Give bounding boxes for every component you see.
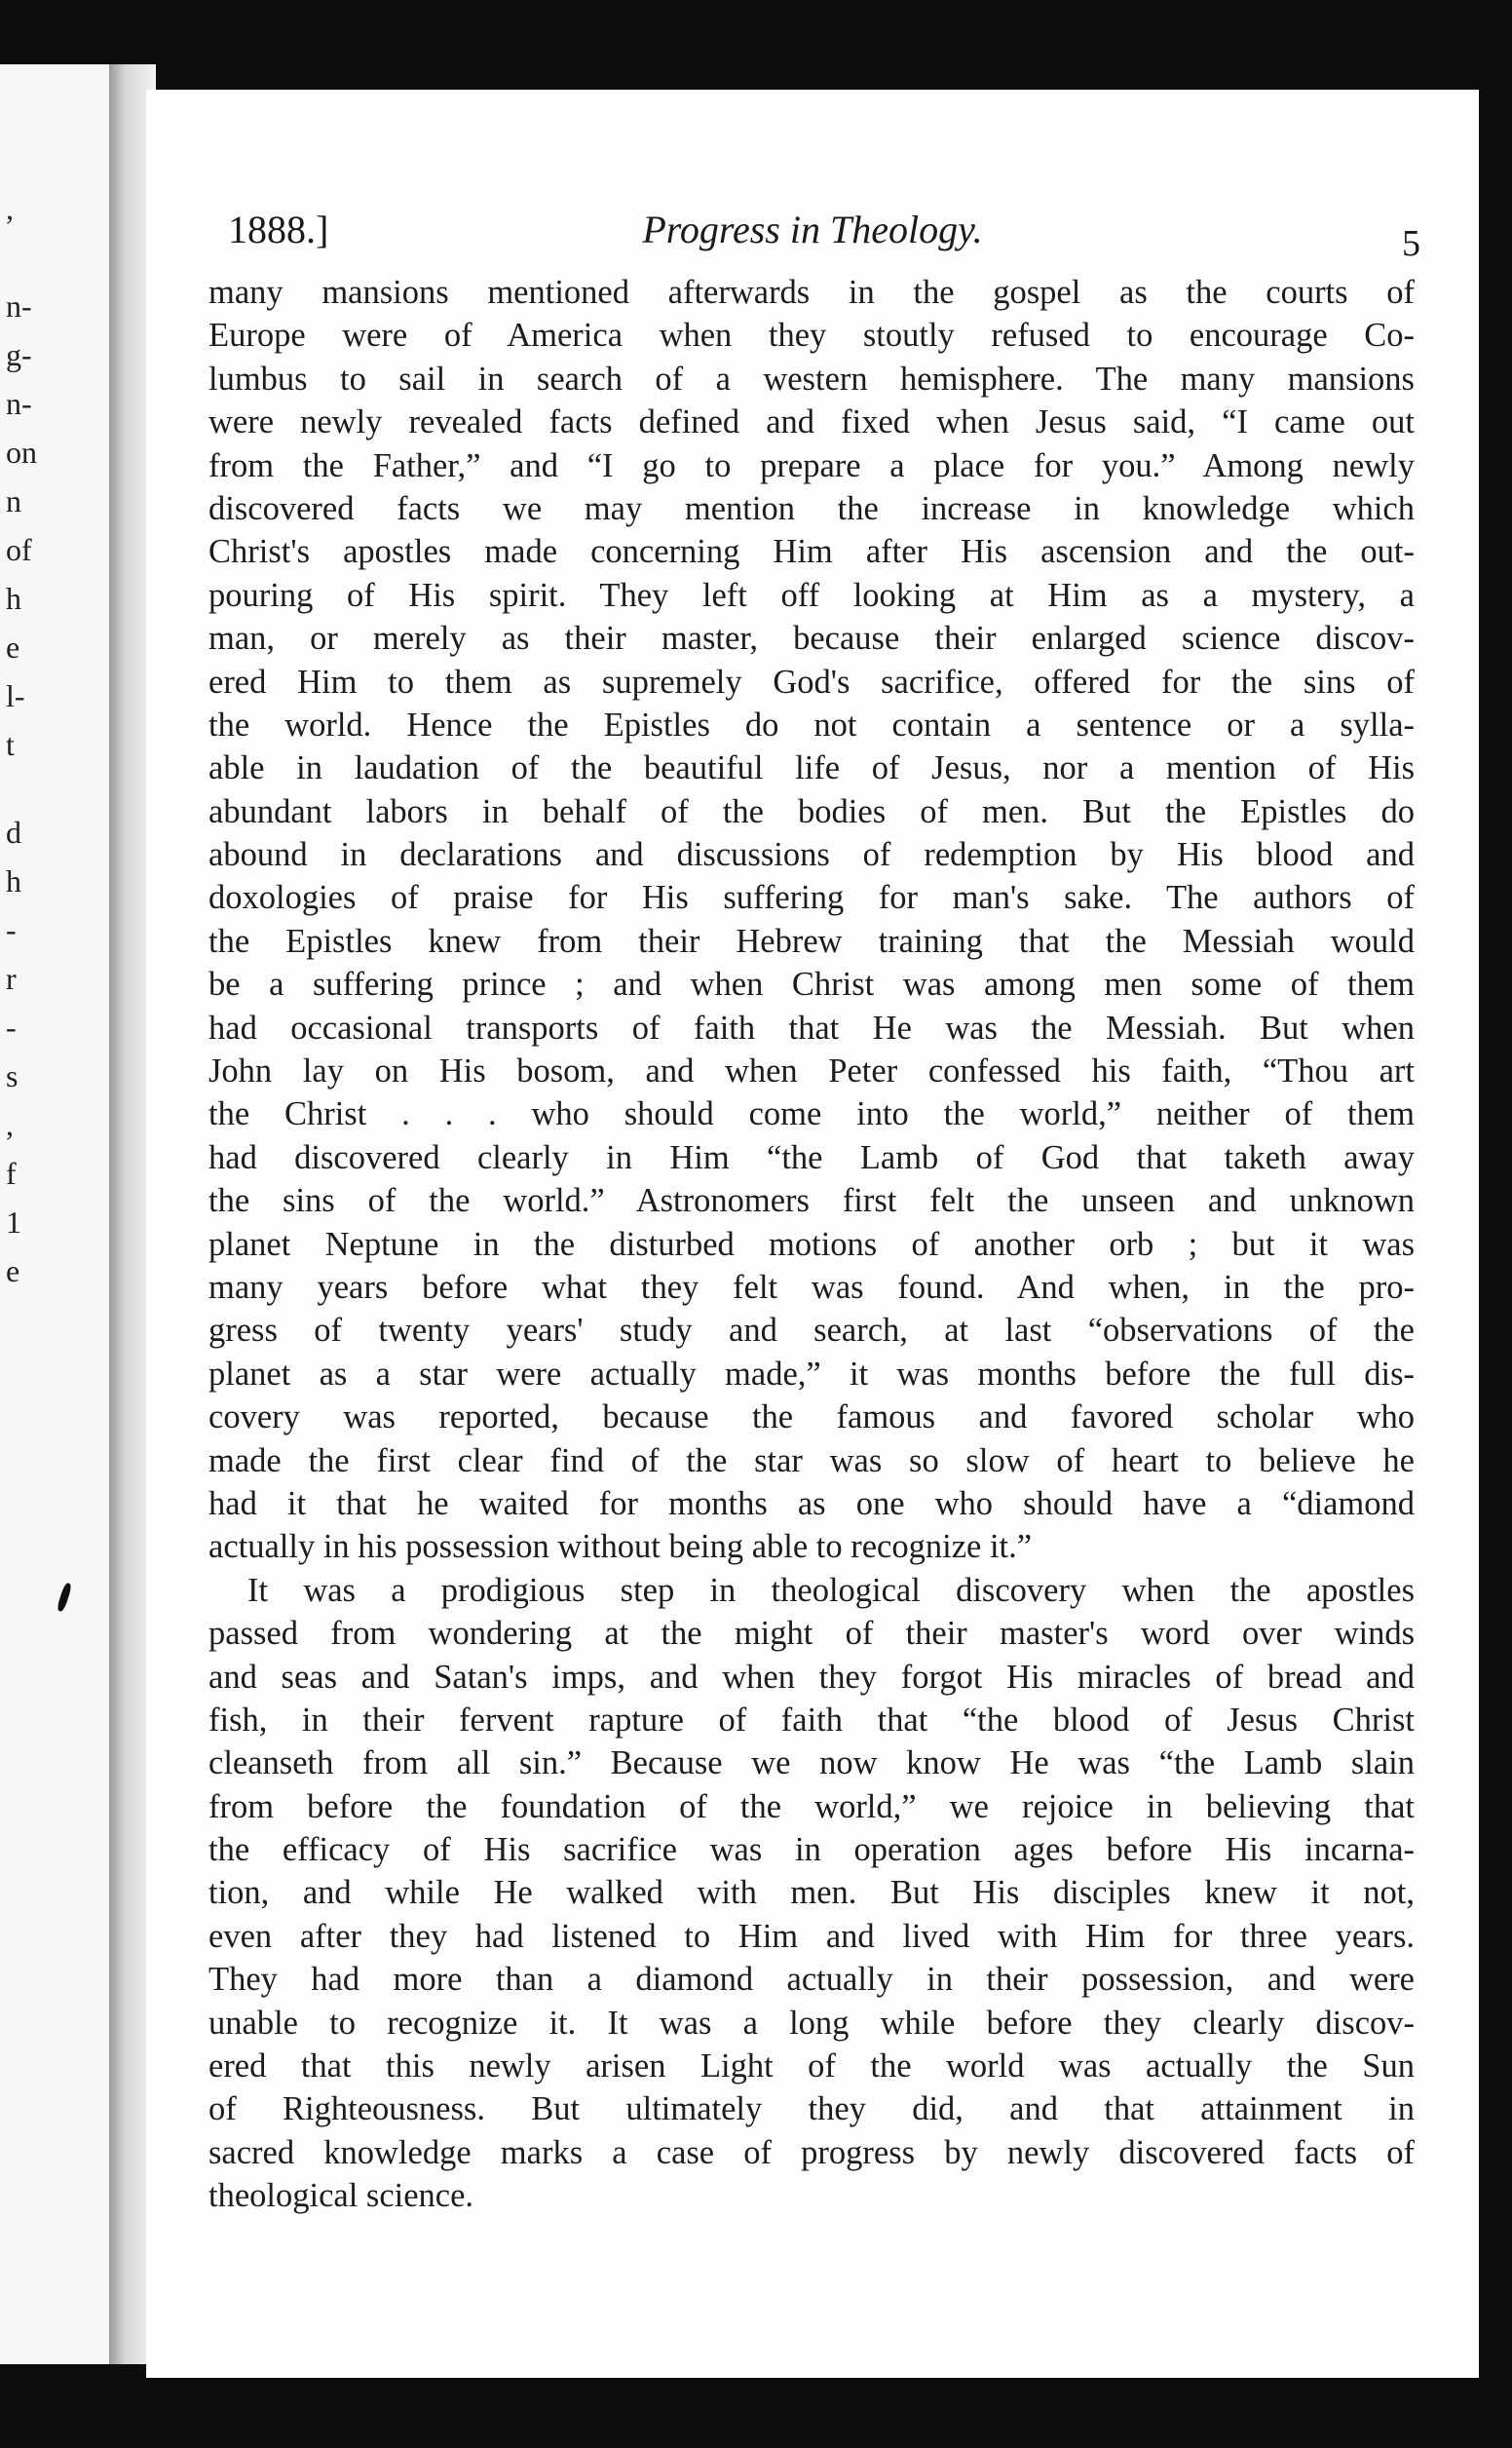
text-line: lumbus to sail in search of a western hemisphere. The many mansions: [208, 360, 1415, 398]
left-page-fragment: n: [6, 483, 21, 518]
paragraph: [208, 271, 1415, 1569]
text-line: had it that he waited for months as one who should have a “diamond: [208, 1484, 1415, 1522]
page-number: 5: [1402, 223, 1420, 264]
left-page-fragment: f: [6, 1156, 17, 1191]
text-line: covery was reported, because the famous and favored scholar who: [208, 1398, 1415, 1436]
text-line: be a suffering prince ; and when Christ was among men some of them: [208, 966, 1415, 1004]
left-page-fragment: l-: [6, 678, 25, 713]
left-page-fragment: h: [6, 863, 21, 899]
left-page-fragment: n-: [6, 386, 32, 421]
text-line: from before the foundation of the world,” we rejoice in believing that: [208, 1787, 1415, 1825]
book-page: [146, 90, 1479, 2378]
left-page-fragment: r: [6, 961, 17, 996]
left-page-fragment: on: [6, 435, 37, 470]
text-line: the Christ . . . who should come into the world,” neither of them: [208, 1095, 1415, 1133]
left-page-fragment: -: [6, 912, 17, 947]
header-year: 1888.]: [228, 208, 329, 251]
text-line: planet as a star were actually made,” it was months before the full dis-: [208, 1355, 1415, 1393]
text-line: were newly revealed facts defined and fixed when Jesus said, “I came out: [208, 403, 1415, 441]
text-line: made the first clear find of the star was so slow of heart to believe he: [208, 1441, 1415, 1479]
text-line: the world. Hence the Epistles do not contain a sentence or a sylla-: [208, 706, 1415, 744]
text-line: pouring of His spirit. They left off looking at Him as a mystery, a: [208, 576, 1415, 614]
text-line: had discovered clearly in Him “the Lamb of God that taketh away: [208, 1138, 1415, 1176]
text-line: abound in declarations and discussions of redemption by His blood and: [208, 836, 1415, 874]
left-page-fragment: d: [6, 815, 21, 850]
text-line: abundant labors in behalf of the bodies of men. But the Epistles do: [208, 792, 1415, 830]
left-page-fragment: -: [6, 1010, 17, 1045]
text-line: theological science.: [208, 2177, 474, 2215]
text-line: man, or merely as their master, because their enlarged science discov-: [208, 620, 1415, 658]
text-line: tion, and while He walked with men. But His disciples knew it not,: [208, 1874, 1415, 1912]
left-page-fragment: h: [6, 581, 21, 616]
text-line: planet Neptune in the disturbed motions of another orb ; but it was: [208, 1225, 1415, 1263]
text-line: the Epistles knew from their Hebrew training that the Messiah would: [208, 922, 1415, 960]
left-page-fragment: t: [6, 727, 15, 762]
left-page-fragment: ,: [6, 1107, 14, 1142]
text-line: ered that this newly arisen Light of the world was actually the Sun: [208, 2047, 1415, 2085]
text-line: Europe were of America when they stoutly refused to encourage Co-: [208, 317, 1415, 355]
text-line: John lay on His bosom, and when Peter confessed his faith, “Thou art: [208, 1052, 1415, 1090]
left-page-fragment: e: [6, 630, 20, 665]
text-line: ered Him to them as supremely God's sacrifice, offered for the sins of: [208, 663, 1415, 701]
text-line: many years before what they felt was found. And when, in the pro-: [208, 1268, 1415, 1306]
previous-page-edge: [0, 64, 115, 2364]
text-line: actually in his possession without being able to recognize it.”: [208, 1528, 1033, 1566]
text-line: of Righteousness. But ultimately they did, and that attainment in: [208, 2090, 1415, 2128]
text-line: fish, in their fervent rapture of faith that “the blood of Jesus Christ: [208, 1701, 1415, 1739]
left-page-fragment: 1: [6, 1205, 21, 1240]
running-title: Progress in Theology.: [642, 208, 983, 251]
text-line: Christ's apostles made concerning Him after His ascension and the out-: [208, 533, 1415, 571]
left-page-fragment: of: [6, 532, 32, 567]
text-line: doxologies of praise for His suffering for man's sake. The authors of: [208, 879, 1415, 917]
text-line: able in laudation of the beautiful life of Jesus, nor a mention of His: [208, 749, 1415, 787]
left-page-fragment: e: [6, 1253, 20, 1288]
text-line: sacred knowledge marks a case of progress by newly discovered facts of: [208, 2133, 1415, 2171]
text-line: the efficacy of His sacrifice was in operation ages before His incarna-: [208, 1831, 1415, 1869]
text-line: had occasional transports of faith that He was the Messiah. But when: [208, 1009, 1415, 1047]
text-line: many mansions mentioned afterwards in the gospel as the courts of: [208, 274, 1415, 311]
paragraph: [208, 1569, 1415, 2218]
text-line: and seas and Satan's imps, and when they forgot His miracles of bread and: [208, 1658, 1415, 1696]
left-page-fragment: g-: [6, 337, 32, 372]
text-line: discovered facts we may mention the increase in knowledge which: [208, 489, 1415, 527]
text-line: from the Father,” and “I go to prepare a place for you.” Among newly: [208, 446, 1415, 484]
text-line: passed from wondering at the might of their master's word over winds: [208, 1615, 1415, 1653]
text-line: gress of twenty years' study and search, at last “observations of the: [208, 1312, 1415, 1350]
text-line: unable to recognize it. It was a long while before they clearly discov-: [208, 2004, 1415, 2042]
left-page-fragment: ,: [6, 191, 14, 226]
page-header: [146, 199, 1479, 267]
text-line: It was a prodigious step in theological discovery when the apostles: [247, 1571, 1415, 1609]
text-line: cleanseth from all sin.” Because we now know He was “the Lamb slain: [208, 1744, 1415, 1782]
text-line: the sins of the world.” Astronomers first felt the unseen and unknown: [208, 1182, 1415, 1220]
left-page-fragment: s: [6, 1058, 19, 1093]
text-line: They had more than a diamond actually in their possession, and were: [208, 1961, 1415, 1999]
text-line: even after they had listened to Him and lived with Him for three years.: [208, 1917, 1415, 1955]
body-text: [208, 271, 1415, 2218]
left-page-fragment: n-: [6, 288, 32, 324]
